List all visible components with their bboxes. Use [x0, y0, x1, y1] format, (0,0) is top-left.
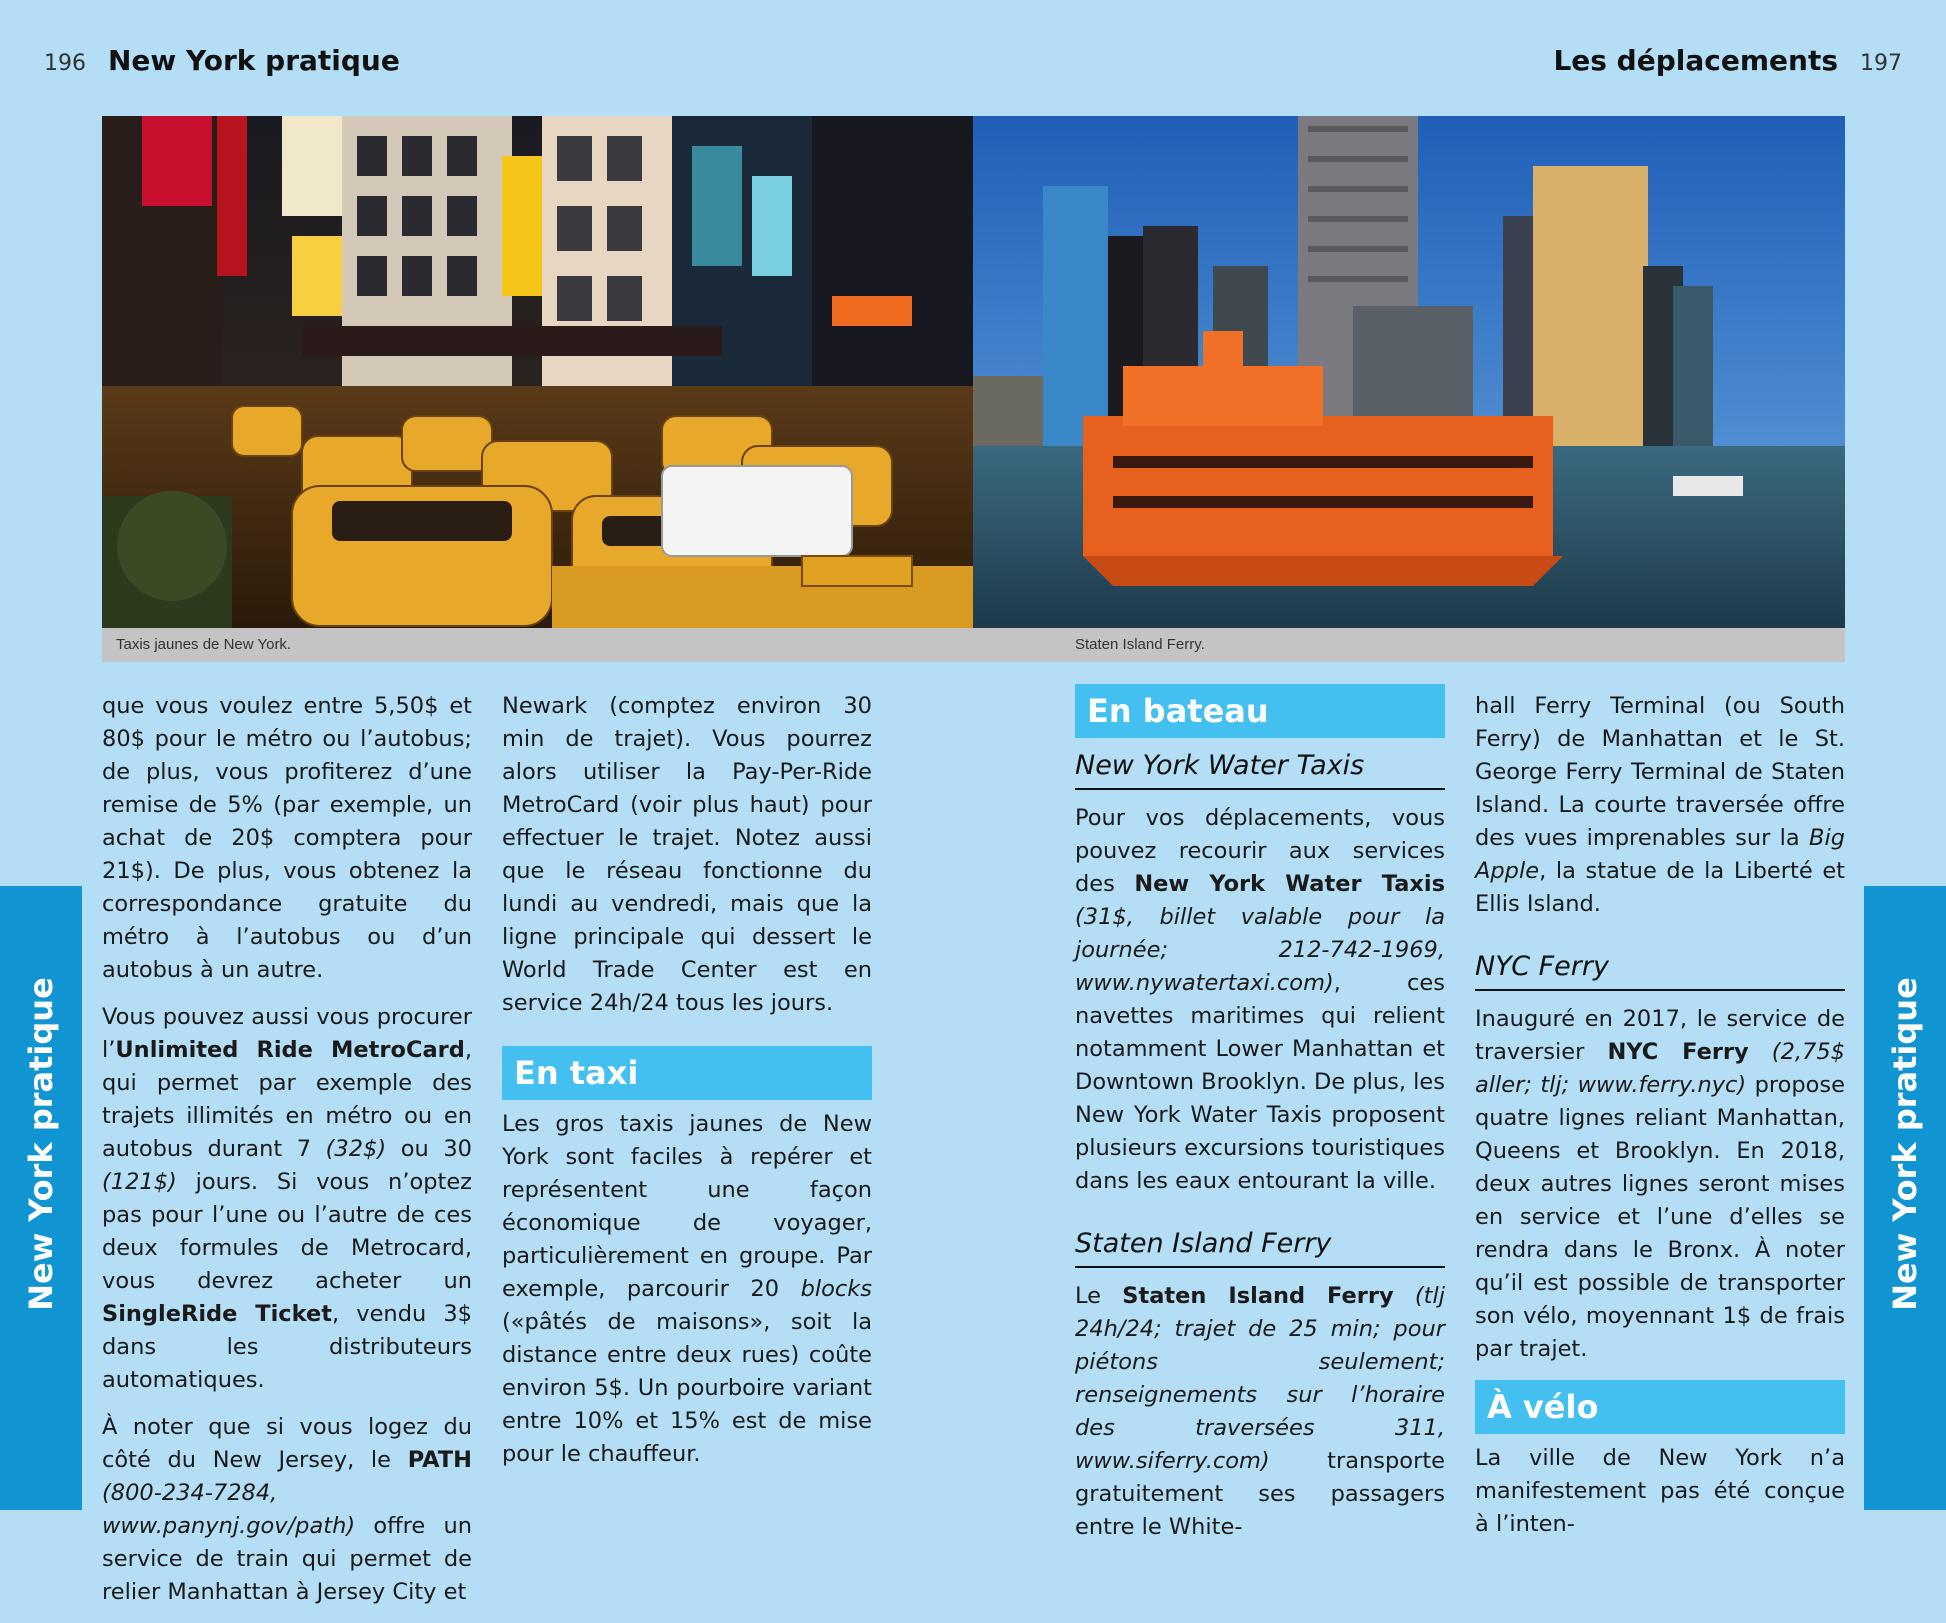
right-header	[1553, 44, 1902, 77]
left-running-title: New York pratique	[108, 44, 400, 77]
right-running-title: Les déplacements	[1553, 44, 1838, 77]
staten-ferry-subheading: Staten Island Ferry	[1075, 1224, 1445, 1268]
staten-ferry-paragraph: Le Staten Island Ferry (tlj 24h/24; trajet de 25 min; pour piétons seulement; renseignements sur l’horaire des traversées 311, www.siferry.com) transporte gratuitement ses passagers entre le White-	[1075, 1283, 1445, 1540]
taxis-photo-illustration	[102, 116, 973, 628]
right-photo-caption: Staten Island Ferry.	[973, 628, 1845, 662]
unlimited-ride-paragraph: Vous pouvez aussi vous procurer l’Unlimited Ride MetroCard, qui permet par exemple des trajets illimités en métro ou en autobus durant 7 (32$) ou 30 (121$) jours. Si vous n’optez pas pour l’une ou l’autre de ces deux formules de Metrocard, vous devrez acheter un SingleRide Ticket, vendu 3$ dans les distributeurs automatiques.	[102, 1004, 472, 1393]
right-column-2	[1475, 690, 1845, 1555]
water-taxis-subheading: New York Water Taxis	[1075, 746, 1445, 790]
taxi-section-heading: En taxi	[502, 1046, 872, 1100]
metrocard-paragraph: que vous voulez entre 5,50$ et 80$ pour le métro ou l’autobus; de plus, vous profiterez d’une remise de 5% (par exemple, un achat de 20$ comptera pour 21$). De plus, vous obtenez la correspondance gratuite du métro à l’autobus ou d’un autobus à un autre.	[102, 693, 472, 983]
left-side-tab-label: New York pratique	[22, 977, 60, 1311]
right-page-number: 197	[1860, 51, 1902, 76]
left-column-2	[502, 690, 872, 1485]
taxi-paragraph: Les gros taxis jaunes de New York sont faciles à repérer et représentent une façon économique de voyager, particulièrement en groupe. Par exemple, parcourir 20 blocks («pâtés de maisons», soit la distance entre deux rues) coûte environ 5$. Un pourboire variant entre 10% et 15% est de mise pour le chauffeur.	[502, 1111, 872, 1467]
nyc-ferry-paragraph: Inauguré en 2017, le service de traversier NYC Ferry (2,75$ aller; tlj; www.ferry.nyc) propose quatre lignes reliant Manhattan, Queens et Brooklyn. En 2018, deux autres lignes seront mises en service et l’une d’elles se rendra dans le Bronx. À noter qu’il est possible de transporter son vélo, moyennant 1$ de frais par trajet.	[1475, 1006, 1845, 1362]
left-column-1	[102, 690, 472, 1623]
velo-paragraph: La ville de New York n’a manifestement pas été conçue à l’inten-	[1475, 1445, 1845, 1537]
boat-section-heading: En bateau	[1075, 684, 1445, 738]
right-side-tab-label: New York pratique	[1886, 977, 1924, 1311]
ferry-photo	[973, 116, 1845, 628]
taxis-photo	[102, 116, 973, 628]
water-taxis-paragraph: Pour vos déplacements, vous pouvez recourir aux services des New York Water Taxis (31$, billet valable pour la journée; 212-742-1969, www.nywatertaxi.com), ces navettes maritimes qui relient notamment Lower Manhattan et Downtown Brooklyn. De plus, les New York Water Taxis proposent plusieurs excursions touristiques dans les eaux entourant la ville.	[1075, 805, 1445, 1194]
right-side-tab	[1864, 886, 1946, 1510]
path-paragraph: À noter que si vous logez du côté du New Jersey, le PATH (800-234-7284, www.panynj.gov/path) offre un service de train qui permet de relier Manhattan à Jersey City et	[102, 1414, 472, 1605]
right-page	[973, 0, 1946, 1540]
nyc-ferry-subheading: NYC Ferry	[1475, 947, 1845, 991]
left-photo-caption: Taxis jaunes de New York.	[102, 628, 973, 662]
velo-section-heading: À vélo	[1475, 1380, 1845, 1434]
whitehall-paragraph: hall Ferry Terminal (ou South Ferry) de Manhattan et le St. George Ferry Terminal de Staten Island. La courte traversée offre des vues imprenables sur la Big Apple, la statue de la Liberté et Ellis Island.	[1475, 693, 1845, 917]
left-header	[44, 44, 400, 77]
ferry-photo-illustration	[973, 116, 1845, 628]
newark-paragraph: Newark (comptez environ 30 min de trajet). Vous pourrez alors utiliser la Pay-Per-Ride MetroCard (voir plus haut) pour effectuer le trajet. Notez aussi que le réseau fonctionne du lundi au vendredi, mais que la ligne principale qui dessert le World Trade Center est en service 24h/24 tous les jours.	[502, 693, 872, 1016]
left-page	[0, 0, 973, 1605]
right-column-1	[1075, 684, 1445, 1558]
left-side-tab	[0, 886, 82, 1510]
left-page-number: 196	[44, 51, 86, 76]
